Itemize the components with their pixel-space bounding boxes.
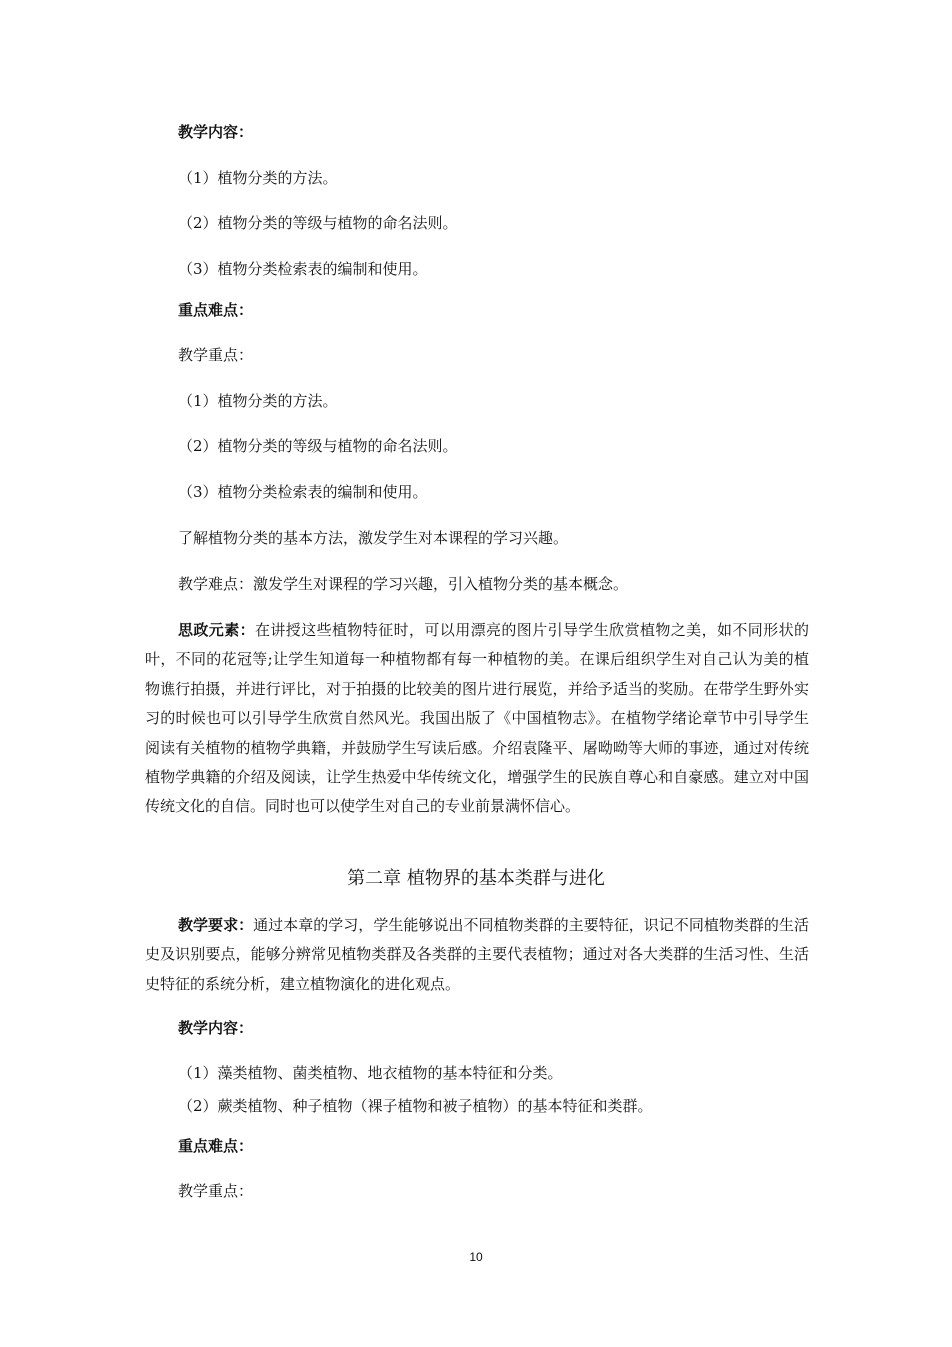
focus-item: （1）植物分类的方法。 bbox=[178, 392, 338, 410]
content-item: （3）植物分类检索表的编制和使用。 bbox=[178, 260, 428, 278]
focus-label: 教学重点： bbox=[178, 1182, 254, 1200]
ideology-label: 思政元素： bbox=[178, 621, 255, 639]
requirement-paragraph bbox=[145, 911, 809, 999]
requirement-label: 教学要求： bbox=[178, 916, 254, 934]
focus-label: 教学重点： bbox=[178, 346, 254, 364]
difficulty-heading: 重点难点： bbox=[178, 301, 254, 319]
content-item: （2）蕨类植物、种子植物（裸子植物和被子植物）的基本特征和类群。 bbox=[178, 1097, 653, 1115]
content-item: （2）植物分类的等级与植物的命名法则。 bbox=[178, 214, 458, 232]
content-heading: 教学内容： bbox=[178, 1019, 254, 1037]
content-heading: 教学内容： bbox=[178, 123, 254, 141]
chapter-title: 第二章 植物界的基本类群与进化 bbox=[347, 868, 605, 889]
requirement-text: 通过本章的学习，学生能够说出不同植物类群的主要特征，识记不同植物类群的生活史及识别要点，能够分辨常见植物类群及各类群的主要代表植物；通过对各大类群的生活习性、生活史特征的系统分析，建立植物演化的进化观点。 bbox=[145, 916, 809, 993]
difficulty-heading: 重点难点： bbox=[178, 1137, 254, 1155]
page-number: 10 bbox=[469, 1250, 483, 1264]
difficulty-text: 教学难点：激发学生对课程的学习兴趣，引入植物分类的基本概念。 bbox=[178, 575, 629, 593]
ideology-text: 在讲授这些植物特征时，可以用漂亮的图片引导学生欣赏植物之美，如不同形状的叶，不同的花冠等;让学生知道每一种植物都有每一种植物的美。在课后组织学生对自己认为美的植物谯行拍摄，并进行评比，对于拍摄的比较美的图片进行展览，并给予适当的奖励。在带学生野外实习的时候也可以引导学生欣赏自然风光。我国出版了《中国植物志》。在植物学绪论章节中引导学生阅读有关植物的植物学典籍，并鼓励学生写读后感。介绍袁隆平、屠呦呦等大师的事迹，通过对传统植物学典籍的介绍及阅读，让学生热爱中华传统文化，增强学生的民族自尊心和自豪感。建立对中国传统文化的自信。同时也可以使学生对自己的专业前景满怀信心。 bbox=[145, 621, 809, 816]
focus-summary: 了解植物分类的基本方法，激发学生对本课程的学习兴趣。 bbox=[178, 529, 569, 547]
content-item: （1）植物分类的方法。 bbox=[178, 169, 338, 187]
content-item: （1）藻类植物、菌类植物、地衣植物的基本特征和分类。 bbox=[178, 1064, 563, 1082]
ideology-paragraph bbox=[145, 616, 809, 822]
focus-item: （2）植物分类的等级与植物的命名法则。 bbox=[178, 437, 458, 455]
focus-item: （3）植物分类检索表的编制和使用。 bbox=[178, 483, 428, 501]
